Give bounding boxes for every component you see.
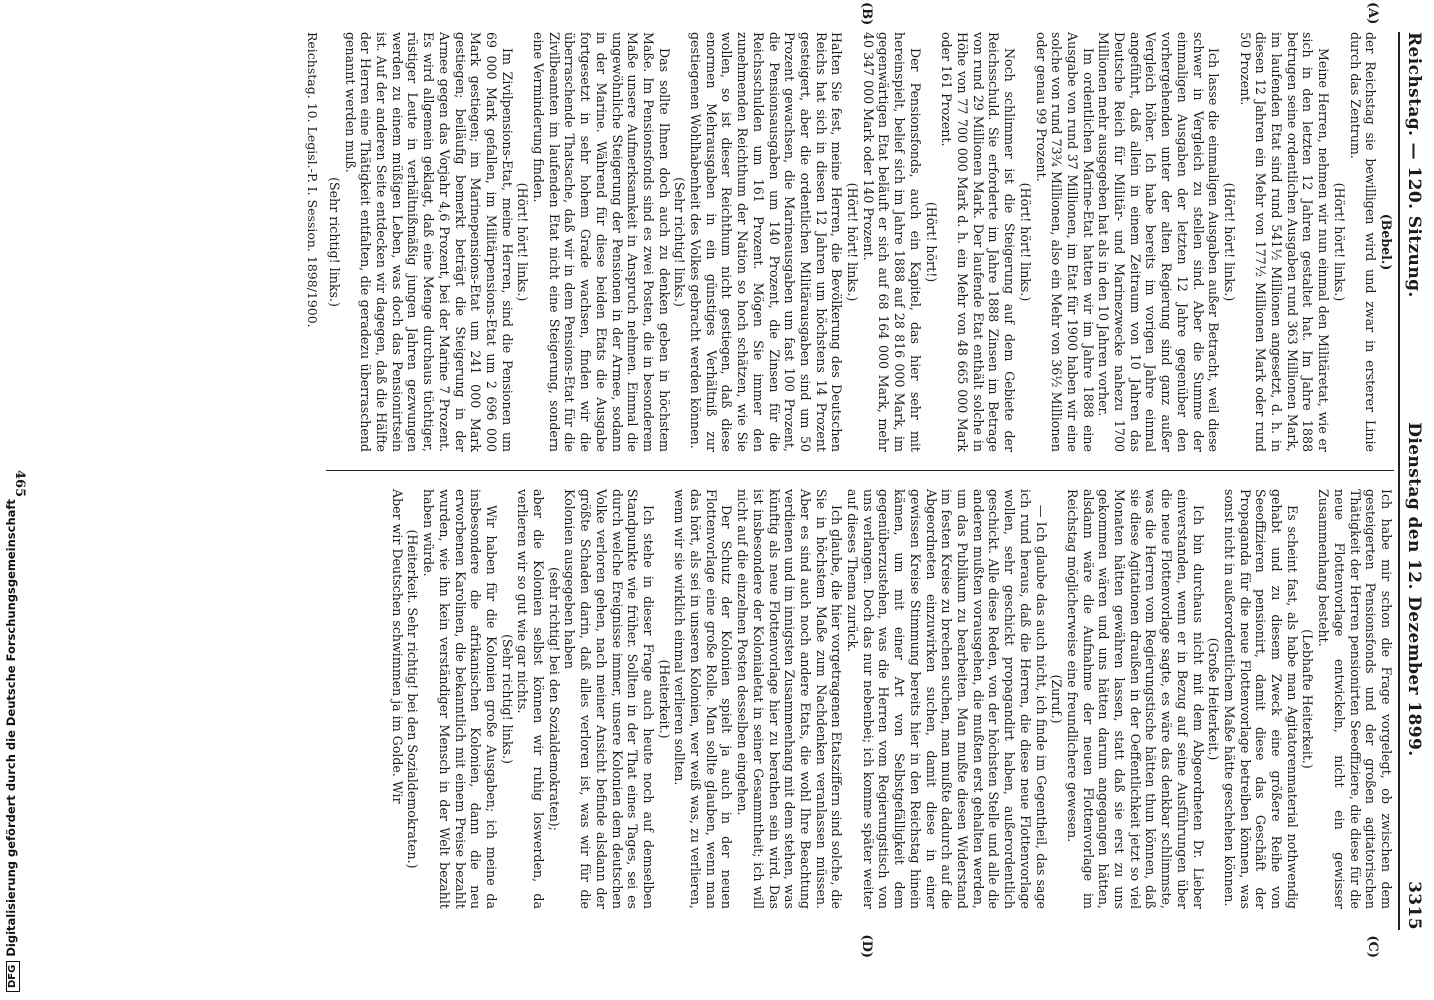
interjection: (Große Heiterkeit.) <box>1206 637 1222 761</box>
paragraph: Ich stehe in dieser Frage auch heute noch auf demselben Standpunkte wie früher. Sollten in der That eines Tages, sei es durch welche Ereignisse immer, unsere Kolonien dem deutschen Volke verloren gehen, nach meiner Ansicht befinde alsdann der größte Schaden darin, daß alles verloren ist, was wir für die Kolonien ausgegeben haben <box>562 489 656 909</box>
interjection: (Heiterkeit.) <box>656 659 672 739</box>
margin-marker-d: (D) <box>859 934 874 958</box>
header-left: Reichstag. — 120. Sitzung. <box>1404 32 1424 298</box>
interjection: (Lebhafte Heiterkeit.) <box>1300 629 1316 769</box>
paragraph: Im Zivilpensions-Etat, meine Herren, sind die Pensionen um 69 000 Mark gefallen, im Militärpensions-Etat um 2 696 000 Mark gestiegen; im Marinepensions-Etat um 241 000 Mark gestiegen; beiläufig bemerkt beträgt die Steigerung in der Armee gegen das Vorjahr 4,6 Prozent, bei der Marine 7 Prozent. Es wird allgemein geklagt, daß eine Menge durchaus tüchtiger, rüstiger Leute in verhältnißmäßig jungen Jahren gezwungen werden zu einem müßigen Leben, was doch das Pensionirtsein ist. Auf der anderen Seite entdecken wir dagegen, daß die Hälfte der Herren eine Thätigkeit entfalten, die geradezu überraschend genannt werden muß. <box>342 32 515 452</box>
dfg-logo: DFG <box>6 961 20 992</box>
header-page-number: 3315 <box>1404 881 1424 930</box>
paragraph: Der Pensionsfonds, auch ein Kapitel, das hier sehr mit hereinspielt, belief sich im Jahre 1888 auf 28 816 000 Mark, im gegenwärtigen Etat beläuft er sich auf 68 164 000 Mark, mehr 40 347 000 Mark oder 140 Prozent. <box>860 32 923 452</box>
footer-session: Reichstag. 10. Legisl.-P. I. Session. 1898/1900. <box>305 32 321 328</box>
paragraph: — Ich glaube das auch nicht, ich finde im Gegentheil, das sage ich rund heraus, daß die Herren, die diese neue Flottenvorlage wollen, sehr geschickt propagandirt haben, außerordentlich geschickt. Alle diese Reden, von der höchsten Stelle und alle die anderen mußten vorausgehen, die mußten erst gehalten werden, um das Publikum zu bearbeiten. Man mußte diesen Widerstand im festen Kreise zu brechen suchen, man mußte dadurch auf die Abgeordneten einzuwirken suchen, damit diese in einer gewissen Kreise Stimmung bereits hier in den Reichstag hinein kämen, um mit einer Art von Selbstgefälligkeit dem gegenüberzustehen, was die Herren vom Regierungstisch von uns verlangen. Doch das nur nebenbei; ich komme später weiter auf dieses Thema zurück. <box>845 489 1049 909</box>
interjection: (Hört! hört! links.) <box>1221 182 1237 302</box>
interjection: (Hört! hört! links.) <box>845 182 861 302</box>
text-columns <box>326 2 1394 958</box>
paragraph: Wir haben für die Kolonien große Ausgaben; ich meine da insbesondere die afrikanischen Kolonien, dann die neu erworbenen Karolinen, die bekanntlich mit einem Preise bezahlt wurden, wie ihn kein verständiger Mensch in der Welt bezahlt haben würde. <box>421 489 499 909</box>
interjection: (Sehr richtig! links.) <box>326 177 342 307</box>
paragraph: Ich bin durchaus nicht mit dem Abgeordneten Dr. Lieber einverstanden, wenn er in Bezug auf seine Ausführungen über die neue Flottenvorlage sagte, es wäre das denkbar schlimmste, was die Herren vom Regierungstische hätten thun können, daß sie diese Agitationen draußen in der Oeffentlichkeit jetzt so viel Monaten hätten gewähren lassen, statt daß sie erst zu uns gekommen wären und uns hätten darum angegangen hätten, alsdann wäre die Aufnahme der neuen Flottenvorlage im Reichstag möglicherweise eine freundlichere gewesen. <box>1064 489 1206 909</box>
paragraph: Ich lasse die einmaligen Ausgaben außer Betracht, weil diese schwer in Vergleich zu stellen sind. Aber die Summe der einmaligen Ausgaben der letzten 12 Jahre gegenüber den vorhergehenden unter der alten Regierung sind ganz außer Vergleich höher. Ich habe bereits im vorigen Jahre einmal angeführt, daß allein in einem Zeitraum von 10 Jahren das Deutsche Reich für Militär- und Marinezwecke nahezu 1700 Millionen mehr ausgegeben hat als in den 10 Jahren vorher. <box>1096 32 1222 452</box>
interjection: (Zuruf.) <box>1049 674 1065 724</box>
right-column <box>326 471 1394 909</box>
interjection: (Hört! hört! links.) <box>515 182 531 302</box>
footer-page-number: 465 <box>12 470 27 498</box>
header-rule <box>1398 32 1400 930</box>
interjection: (sehr richtig! bei den Sozialdemokraten); <box>546 567 562 831</box>
paragraph: Noch schlimmer ist die Steigerung auf dem Gebiete der Reichsschuld. Sie erforderte im Jahre 1888 Zinsen im Betrage von rund 29 Millionen Mark. Der laufende Etat enthält solche in Höhe von 77 700 000 Mark d. h. ein Mehr von 48 665 000 Mark oder 161 Prozent. <box>939 32 1018 452</box>
paragraph: Ich habe mir schon die Frage vorgelegt, ob zwischen dem gesteigerten Pensionsfonds und der großen agitatorischen Thätigkeit der Herren pensionirten Seeoffiziere, die diese für die neue Flottenvorlage entwickeln, nicht ein gewisser Zusammenhang besteht. <box>1316 489 1394 909</box>
paragraph: Es scheint fast, als habe man Agitatorenmaterial nothwendig gehabt und zu diesem Zweck eine größere Reihe von Seeoffizieren pensionirt, damit diese das Geschäft der Propaganda für die neue Flottenvorlage betreiben können, was sonst nicht in außerordentlichem Maße hätte geschehen können. <box>1221 489 1300 909</box>
margin-marker-a: (A) <box>1365 2 1380 25</box>
paragraph: der Reichstag sie bewilligen wird und zwar in ersterer Linie durch das Zentrum. <box>1347 32 1379 452</box>
credit-text: Digitalisierung gefördert durch die Deutsche Forschungsgemeinschaft <box>4 499 18 957</box>
interjection: (Hört! hört! links.) <box>1017 182 1033 302</box>
speaker-name: (Bebel.) <box>1379 213 1394 271</box>
interjection: (Hört! hört!) <box>923 201 939 283</box>
interjection: (Sehr richtig! links.) <box>499 634 515 764</box>
interjection: (Sehr richtig! links.) <box>672 177 688 307</box>
margin-marker-b: (B) <box>859 2 874 26</box>
page-footer <box>305 32 320 472</box>
paragraph: Das sollte Ihnen doch auch zu denken geben in höchstem Maße. Im Pensionsfonds sind es zwei Posten, die in besonderem Maße unsere Aufmerksamkeit in Anspruch nehmen. Einmal die ungewöhnliche Steigerung der Pensionen in der Armee, sodann in der Marine. Während für diese beiden Etats die Ausgabe fortgesetzt in sehr hohem Grade wachsen, finden wir die überraschende Thatsache, daß wir in dem Pensions-Etat für die Zivilbeamten im laufenden Etat nicht eine Steigerung, sondern eine Verminderung finden. <box>531 32 672 452</box>
interjection: (Heiterkeit. Sehr richtig! bei den Sozialdemokraten.) <box>405 529 421 869</box>
header-date: Dienstag den 12. Dezember 1899. <box>1404 422 1424 757</box>
paragraph: Ich glaube, die hier vorgetragenen Etatsziffern sind solche, die Sie in höchstem Maße zum Nachdenken veranlassen müssen. Aber es sind auch noch andere Etats, die wohl Ihre Beachtung verdienen und im innigsten Zusammenhang mit dem stehen, was künftig als neue Flottenvorlage hier zu berathen sein wird. Das ist insbesondere der Kolonialetat in seiner Gesammtheit; ich will nicht auf die einzelnen Posten desselben eingehen. <box>735 489 845 909</box>
page-header <box>1400 32 1428 930</box>
paragraph: Meine Herren, nehmen wir nun einmal den Militäretat, wie er sich in den letzten 12 Jahren gestaltet hat. Im Jahre 1888 betrugen seine ordentlichen Ausgaben rund 363 Millionen Mark, im laufenden Etat sind rund 541½ Millionen angesetzt, d. h. in diesen 12 Jahren ein Mehr von 177½ Millionen Mark oder rund 50 Prozent. <box>1237 32 1332 452</box>
paragraph: Der Schutz der Kolonien spielt ja auch in der neuen Flottenvorlage eine große Rolle. Man sollte glauben, wenn man das hört, als sei in unseren Kolonien, wer weiß was, zu verlieren, wenn wir sie wirklich einmal verlieren sollten. <box>672 489 735 909</box>
left-column <box>326 32 1394 471</box>
paragraph: aber die Kolonien selbst können wir ruhig loswerden, da verlieren wir so gut wie gar nichts. <box>515 489 547 909</box>
interjection: (Hört! hört! links.) <box>1331 182 1347 302</box>
paragraph: Im ordentlichen Marine-Etat hatten wir im Jahre 1888 eine Ausgabe von rund 37 Millionen, im Etat für 1900 haben wir eine solche von rund 73¾ Millionen, also ein Mehr von 36½ Millionen oder genau 99 Prozent. <box>1033 32 1096 452</box>
paragraph: Aber wir Deutschen schwimmen ja im Golde. Wir <box>389 489 405 804</box>
margin-marker-c: (C) <box>1365 935 1380 958</box>
paragraph: Halten Sie fest, meine Herren, die Bevölkerung des Deutschen Reichs hat sich in diesen 12 Jahren um höchstens 14 Prozent gesteigert, aber die ordentlichen Militärausgaben sind um 50 Prozent gewachsen, die Marineausgaben um fast 100 Prozent, die Pensionsausgaben um 140 Prozent, die Zinsen für die Reichsschulden um 161 Prozent. Mögen Sie immer den zunehmenden Reichthum der Nation so hoch schätzen, wie Sie wollen, so ist dieser Reichthum nicht gestiegen, daß diese enormen Mehrausgaben in ein günstiges Verhältniß zur gestiegenen Wohlhabenheit des Volkes gebracht werden können. <box>688 32 845 452</box>
